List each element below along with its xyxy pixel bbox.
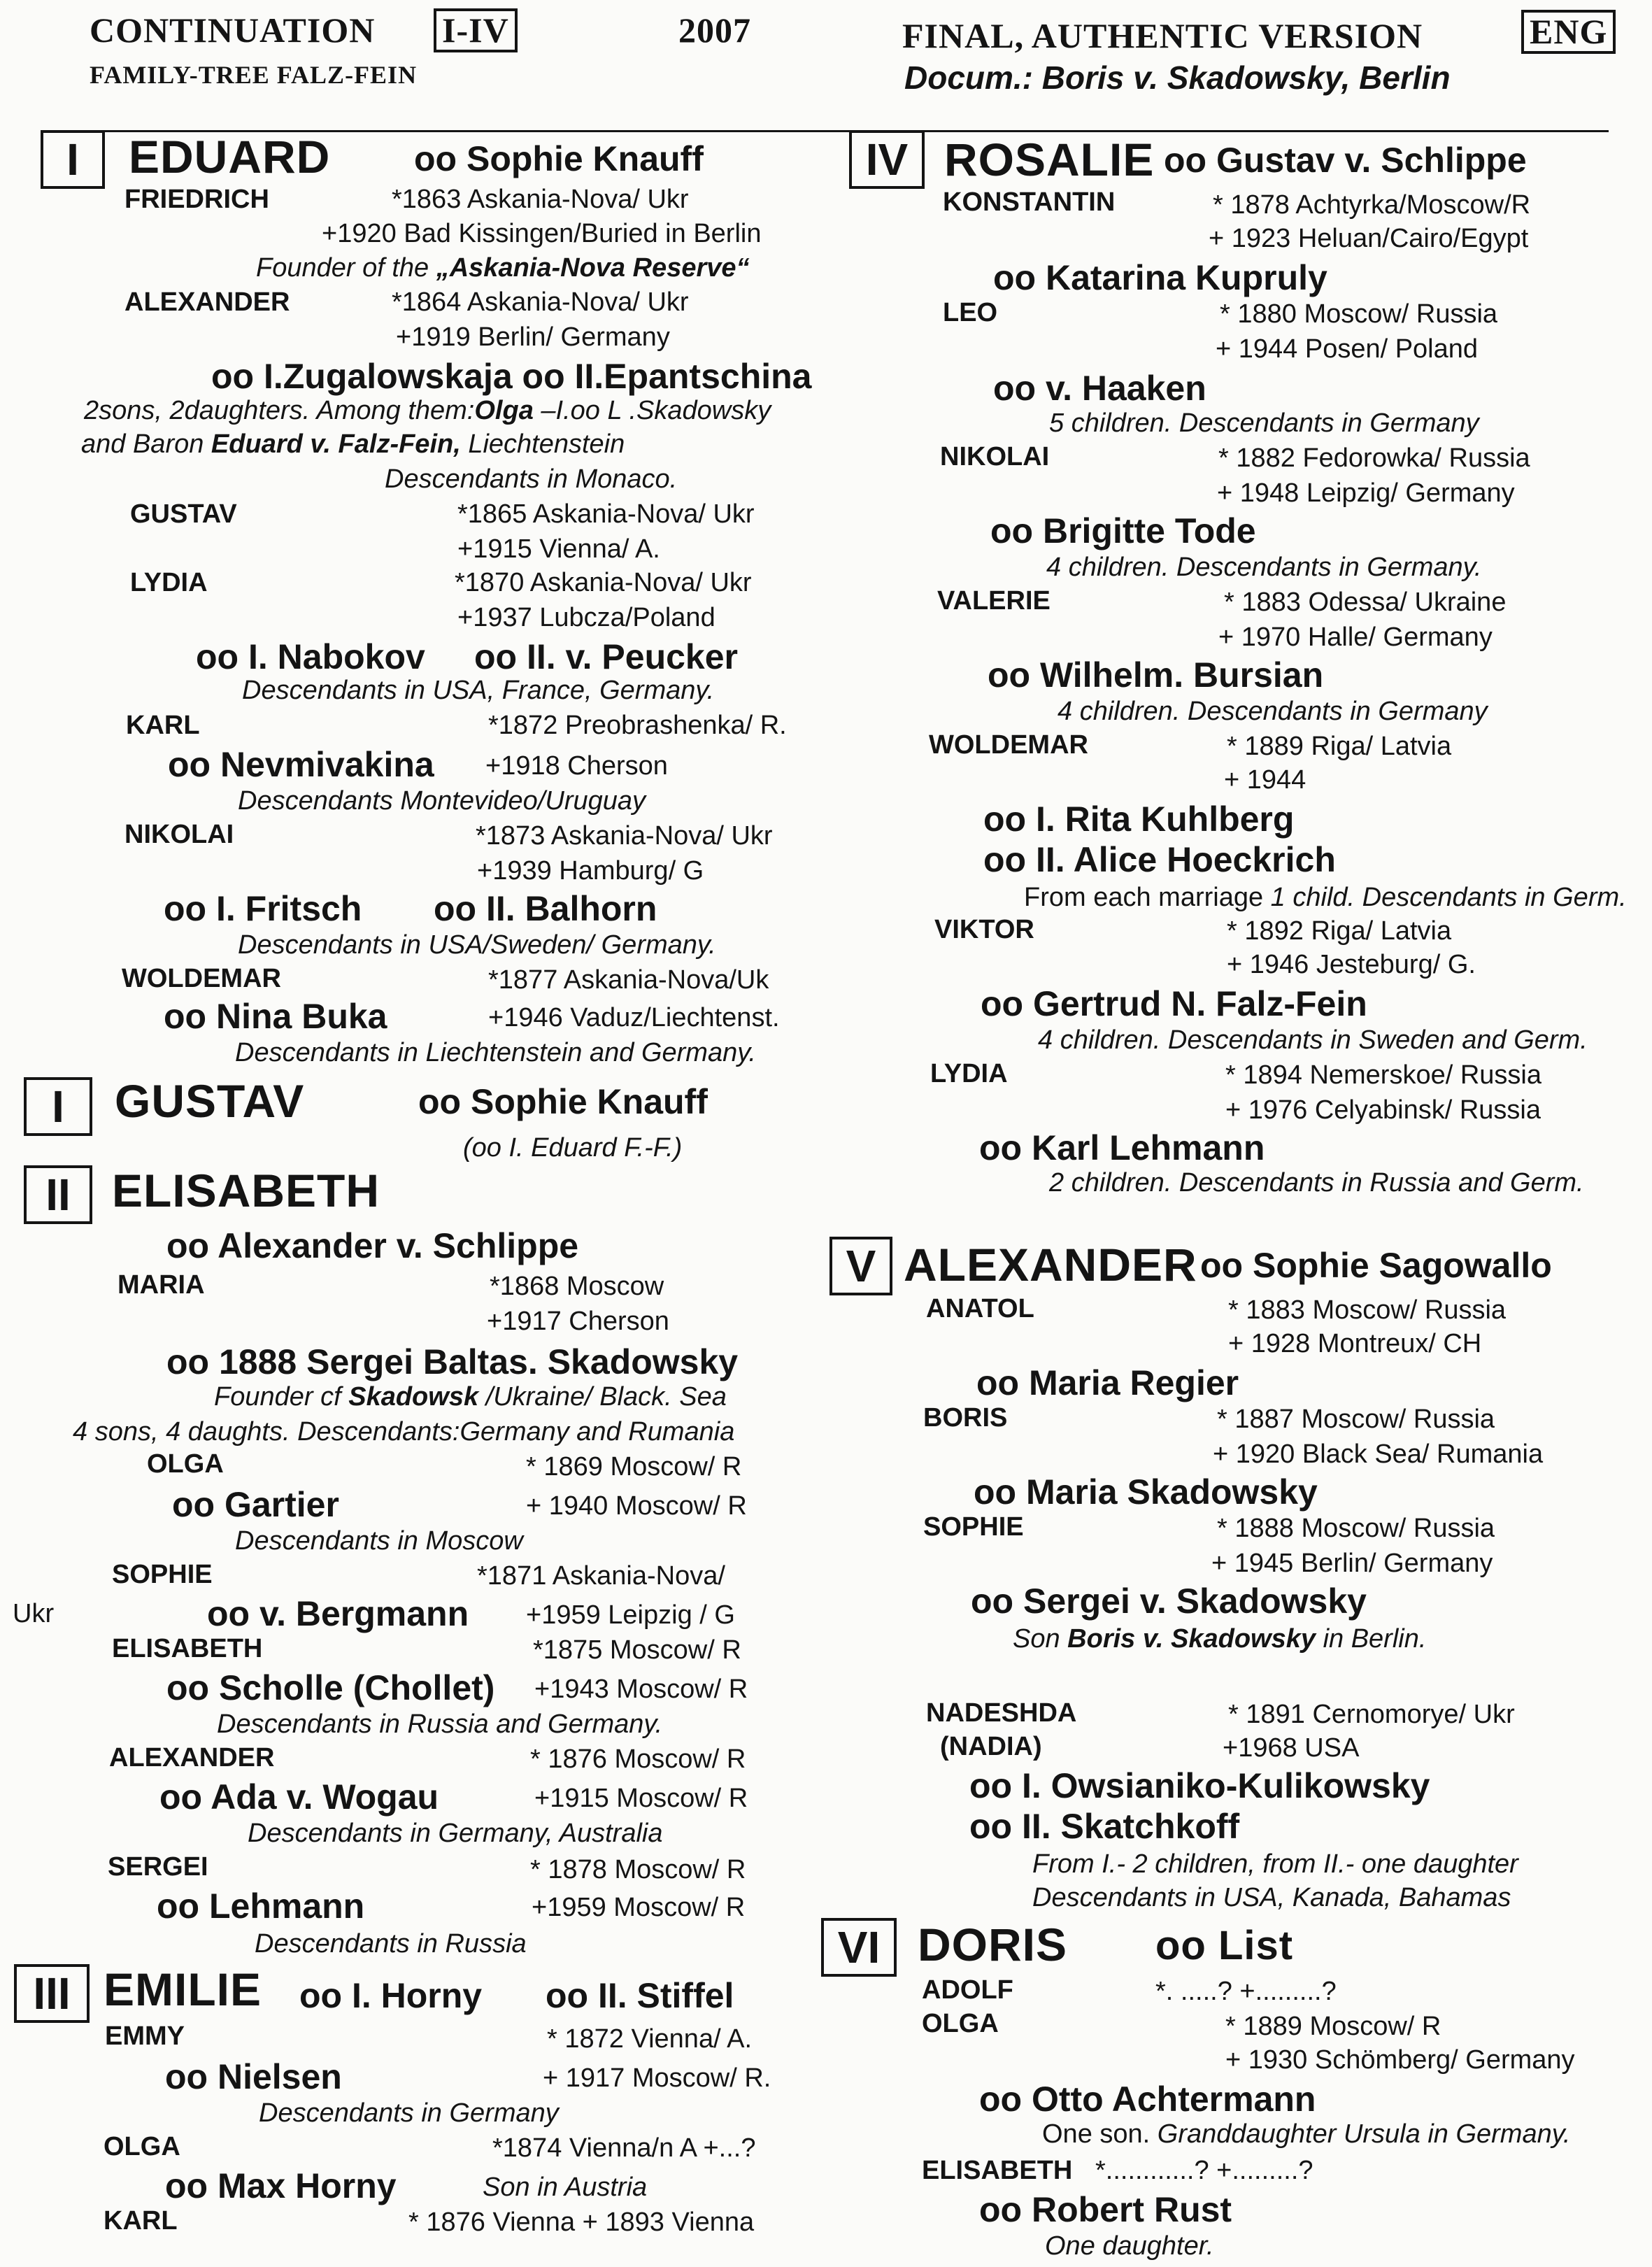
- lydia-birth: *1870 Askania-Nova/ Ukr: [455, 568, 752, 597]
- nikolai-r-spouse: oo Brigitte Tode: [990, 511, 1256, 550]
- lydia-spouse-1: oo I. Nabokov: [196, 637, 425, 676]
- olga-d-birth: * 1889 Moscow/ R: [1225, 2012, 1441, 2041]
- sergei-birth: * 1878 Moscow/ R: [530, 1855, 746, 1884]
- roman-box-rosalie: IV: [849, 130, 925, 189]
- adolf-dates: *. .....? +.........?: [1155, 1977, 1337, 2006]
- woldemar-r-name: WOLDEMAR: [929, 730, 1088, 760]
- anatol-birth: * 1883 Moscow/ Russia: [1228, 1295, 1507, 1325]
- lydia-r-death: + 1976 Celyabinsk/ Russia: [1225, 1095, 1541, 1125]
- karl-birth: *1872 Preobrashenka/ R.: [488, 711, 787, 740]
- olga-d-name: OLGA: [922, 2009, 999, 2038]
- doris-name: DORIS: [918, 1919, 1068, 1970]
- friedrich-death: +1920 Bad Kissingen/Buried in Berlin: [322, 219, 762, 248]
- emilie-spouse-1: oo I. Horny: [299, 1976, 483, 2015]
- header-documented-by: Docum.: Boris v. Skadowsky, Berlin: [904, 59, 1451, 96]
- emilie-name: EMILIE: [104, 1963, 262, 2015]
- leo-note: 5 children. Descendants in Germany: [1049, 408, 1479, 438]
- gustav-child-death: +1915 Vienna/ A.: [457, 534, 660, 564]
- alexander-e-name: ALEXANDER: [109, 1743, 275, 1772]
- nadeshda-note-1: From I.- 2 children, from II.- one daughter: [1032, 1849, 1518, 1879]
- karl-spouse: oo Nevmivakina: [168, 745, 434, 784]
- lydia-r-name: LYDIA: [930, 1059, 1008, 1088]
- lydia-r-note: 2 children. Descendants in Russia and Germ.: [1049, 1168, 1584, 1198]
- woldemar-r-death: + 1944: [1224, 765, 1306, 795]
- olga-h-name: OLGA: [104, 2132, 180, 2161]
- viktor-note: 4 children. Descendants in Sweden and Germ.: [1038, 1025, 1588, 1055]
- elisabeth-e-birth: *1875 Moscow/ R: [533, 1635, 741, 1665]
- eduard-spouse: oo Sophie Knauff: [414, 139, 704, 178]
- alexander-r-name: ALEXANDER: [904, 1239, 1197, 1291]
- header-range-box: I-IV: [434, 8, 518, 52]
- header-language-box: ENG: [1521, 10, 1616, 54]
- lydia-name: LYDIA: [130, 568, 208, 597]
- nikolai-r-name: NIKOLAI: [940, 442, 1050, 471]
- alexander-death: +1919 Berlin/ Germany: [396, 322, 670, 352]
- woldemar-note: Descendants in Liechtenstein and Germany.: [235, 1038, 756, 1067]
- roman-box-gustav: I: [24, 1077, 92, 1136]
- alexander-e-note: Descendants in Germany, Australia: [248, 1819, 663, 1848]
- viktor-name: VIKTOR: [934, 915, 1034, 944]
- gustav-child-birth: *1865 Askania-Nova/ Ukr: [457, 499, 755, 529]
- karl-note: Descendants Montevideo/Uruguay: [238, 786, 646, 816]
- friedrich-name: FRIEDRICH: [124, 185, 269, 214]
- maria-note-1: Founder cf Skadowsk /Ukraine/ Black. Sea: [214, 1382, 727, 1412]
- gustav-note: (oo I. Eduard F.-F.): [463, 1133, 683, 1163]
- nikolai-death: +1939 Hamburg/ G: [477, 856, 704, 886]
- woldemar-death: +1946 Vaduz/Liechtenst.: [488, 1003, 780, 1032]
- emmy-note: Descendants in Germany: [259, 2098, 559, 2128]
- lydia-r-spouse: oo Karl Lehmann: [979, 1128, 1265, 1167]
- anatol-death: + 1928 Montreux/ CH: [1228, 1329, 1482, 1358]
- elisabeth-spouse: oo Alexander v. Schlippe: [166, 1226, 579, 1265]
- olga-d-note: One son. Granddaughter Ursula in Germany.: [1042, 2119, 1571, 2149]
- sophie-r-name: SOPHIE: [923, 1512, 1024, 1542]
- karl-h-dates: * 1876 Vienna + 1893 Vienna: [408, 2208, 755, 2237]
- leo-death: + 1944 Posen/ Poland: [1216, 334, 1479, 364]
- roman-box-elisabeth: II: [24, 1165, 92, 1224]
- nikolai-spouse-2: oo II. Balhorn: [434, 889, 657, 928]
- nadeshda-note-2: Descendants in USA, Kanada, Bahamas: [1032, 1883, 1511, 1912]
- alexander-name: ALEXANDER: [124, 287, 290, 317]
- woldemar-name: WOLDEMAR: [122, 964, 281, 993]
- nikolai-name: NIKOLAI: [124, 820, 234, 849]
- alexander-birth: *1864 Askania-Nova/ Ukr: [392, 287, 689, 317]
- nadeshda-death: +1968 USA: [1223, 1733, 1360, 1763]
- emmy-name: EMMY: [105, 2021, 185, 2051]
- maria-birth: *1868 Moscow: [490, 1272, 664, 1301]
- olga-e-note: Descendants in Moscow: [235, 1526, 523, 1556]
- doris-spouse: oo List: [1155, 1923, 1294, 1968]
- boris-name: BORIS: [923, 1403, 1008, 1433]
- gustav-spouse: oo Sophie Knauff: [418, 1082, 708, 1121]
- woldemar-r-spouse-2: oo II. Alice Hoeckrich: [983, 840, 1336, 879]
- olga-h-birth: *1874 Vienna/n A +...?: [492, 2133, 756, 2163]
- leo-spouse: oo v. Haaken: [993, 369, 1206, 408]
- nikolai-birth: *1873 Askania-Nova/ Ukr: [476, 821, 773, 851]
- lydia-death: +1937 Lubcza/Poland: [457, 603, 715, 632]
- viktor-death: + 1946 Jesteburg/ G.: [1227, 950, 1476, 979]
- friedrich-birth: *1863 Askania-Nova/ Ukr: [392, 185, 689, 214]
- header-final-version: FINAL, AUTHENTIC VERSION: [902, 16, 1423, 55]
- roman-box-alexander: V: [829, 1237, 892, 1295]
- alexander-e-spouse: oo Ada v. Wogau: [159, 1777, 439, 1817]
- maria-death: +1917 Cherson: [487, 1307, 669, 1336]
- elisabeth-e-name: ELISABETH: [112, 1634, 263, 1663]
- elisabeth-e-spouse: oo Scholle (Chollet): [166, 1668, 495, 1707]
- elisabeth-e-note: Descendants in Russia and Germany.: [217, 1710, 663, 1739]
- header-year: 2007: [678, 10, 751, 50]
- nadeshda-spouse-2: oo II. Skatchkoff: [969, 1807, 1240, 1846]
- karl-name: KARL: [126, 711, 200, 740]
- emmy-spouse: oo Nielsen: [165, 2057, 342, 2096]
- alexander-note-2: and Baron Eduard v. Falz-Fein, Liechtenstein: [81, 429, 625, 459]
- valerie-death: + 1970 Halle/ Germany: [1218, 623, 1493, 652]
- anatol-spouse: oo Maria Regier: [976, 1363, 1239, 1402]
- nikolai-note: Descendants in USA/Sweden/ Germany.: [238, 930, 716, 960]
- konstantin-name: KONSTANTIN: [943, 187, 1116, 217]
- sophie-e-birth-margin: Ukr: [13, 1599, 55, 1628]
- sophie-e-birth: *1871 Askania-Nova/: [477, 1561, 725, 1591]
- valerie-note: 4 children. Descendants in Germany: [1058, 697, 1488, 726]
- gustav-name: GUSTAV: [115, 1075, 305, 1127]
- nadeshda-alias: (NADIA): [940, 1732, 1042, 1761]
- boris-birth: * 1887 Moscow/ Russia: [1217, 1405, 1495, 1434]
- elisabeth-d-spouse: oo Robert Rust: [979, 2190, 1232, 2229]
- adolf-name: ADOLF: [922, 1975, 1013, 2005]
- leo-name: LEO: [943, 298, 998, 327]
- maria-spouse: oo 1888 Sergei Baltas. Skadowsky: [166, 1342, 739, 1381]
- olga-h-note: Son in Austria: [483, 2173, 648, 2202]
- karl-h-name: KARL: [104, 2206, 178, 2236]
- nikolai-spouse-1: oo I. Fritsch: [164, 889, 362, 928]
- sophie-e-name: SOPHIE: [112, 1560, 213, 1589]
- elisabeth-d-dates: *............? +.........?: [1095, 2156, 1313, 2185]
- woldemar-r-birth: * 1889 Riga/ Latvia: [1227, 732, 1452, 761]
- olga-d-death: + 1930 Schömberg/ Germany: [1225, 2045, 1575, 2075]
- sophie-r-spouse: oo Sergei v. Skadowsky: [971, 1582, 1367, 1621]
- konstantin-death: + 1923 Heluan/Cairo/Egypt: [1209, 224, 1529, 253]
- alexander-e-birth: * 1876 Moscow/ R: [530, 1744, 746, 1774]
- sophie-e-spouse: oo v. Bergmann: [207, 1594, 469, 1633]
- leo-birth: * 1880 Moscow/ Russia: [1220, 299, 1498, 329]
- nikolai-r-death: + 1948 Leipzig/ Germany: [1217, 478, 1515, 508]
- anatol-name: ANATOL: [926, 1294, 1034, 1323]
- boris-death: + 1920 Black Sea/ Rumania: [1213, 1440, 1544, 1469]
- emmy-birth: * 1872 Vienna/ A.: [547, 2024, 752, 2054]
- rosalie-name: ROSALIE: [944, 134, 1155, 185]
- elisabeth-e-death: +1943 Moscow/ R: [534, 1675, 748, 1704]
- alexander-r-spouse: oo Sophie Sagowallo: [1200, 1246, 1552, 1285]
- konstantin-birth: * 1878 Achtyrka/Moscow/R: [1213, 190, 1531, 220]
- olga-h-spouse: oo Max Horny: [165, 2166, 397, 2205]
- lydia-spouse-2: oo II. v. Peucker: [474, 637, 739, 676]
- nadeshda-spouse-1: oo I. Owsianiko-Kulikowsky: [969, 1766, 1430, 1805]
- alexander-spouses: oo I.Zugalowskaja oo II.Epantschina: [211, 357, 812, 396]
- olga-e-spouse: oo Gartier: [172, 1485, 339, 1524]
- header-continuation: CONTINUATION: [90, 10, 376, 50]
- alexander-note-3: Descendants in Monaco.: [385, 464, 678, 494]
- emmy-death: + 1917 Moscow/ R.: [543, 2063, 771, 2093]
- viktor-spouse: oo Gertrud N. Falz-Fein: [981, 984, 1367, 1023]
- roman-box-eduard: I: [41, 130, 105, 189]
- woldemar-r-note: From each marriage 1 child. Descendants in Germ.: [1024, 883, 1627, 912]
- valerie-birth: * 1883 Odessa/ Ukraine: [1224, 588, 1507, 617]
- woldemar-r-spouse-1: oo I. Rita Kuhlberg: [983, 800, 1295, 839]
- lydia-note: Descendants in USA, France, Germany.: [242, 676, 715, 705]
- sergei-note: Descendants in Russia: [255, 1929, 527, 1959]
- sergei-death: +1959 Moscow/ R: [532, 1893, 746, 1922]
- sergei-spouse: oo Lehmann: [157, 1886, 365, 1926]
- olga-e-name: OLGA: [147, 1449, 224, 1479]
- elisabeth-d-note: One daughter.: [1045, 2231, 1214, 2261]
- karl-death: +1918 Cherson: [485, 751, 668, 781]
- olga-e-birth: * 1869 Moscow/ R: [526, 1452, 742, 1481]
- emilie-spouse-2: oo II. Stiffel: [546, 1976, 734, 2015]
- rosalie-spouse: oo Gustav v. Schlippe: [1164, 141, 1527, 180]
- roman-box-doris: VI: [821, 1918, 897, 1977]
- boris-spouse: oo Maria Skadowsky: [974, 1472, 1318, 1512]
- maria-name: MARIA: [118, 1270, 205, 1300]
- maria-note-2: 4 sons, 4 daughts. Descendants:Germany and Rumania: [73, 1417, 735, 1447]
- valerie-spouse: oo Wilhelm. Bursian: [988, 655, 1324, 695]
- sophie-r-note: Son Boris v. Skadowsky in Berlin.: [1013, 1624, 1427, 1654]
- nikolai-r-note: 4 children. Descendants in Germany.: [1046, 553, 1482, 582]
- sophie-e-death: +1959 Leipzig / G: [526, 1600, 735, 1630]
- alexander-e-death: +1915 Moscow/ R: [534, 1784, 748, 1813]
- roman-box-emilie: III: [14, 1964, 90, 2023]
- nadeshda-name: NADESHDA: [926, 1698, 1077, 1728]
- elisabeth-name: ELISABETH: [112, 1165, 380, 1216]
- friedrich-note: Founder of the „Askania-Nova Reserve“: [256, 253, 750, 283]
- viktor-birth: * 1892 Riga/ Latvia: [1227, 916, 1452, 946]
- gustav-child-name: GUSTAV: [130, 499, 237, 529]
- woldemar-birth: *1877 Askania-Nova/Uk: [488, 965, 769, 995]
- olga-e-death: + 1940 Moscow/ R: [526, 1491, 747, 1521]
- lydia-r-birth: * 1894 Nemerskoe/ Russia: [1225, 1060, 1541, 1090]
- header-family-tree: FAMILY-TREE FALZ-FEIN: [90, 61, 418, 89]
- alexander-note-1: 2sons, 2daughters. Among them:Olga –I.oo L .Skadowsky: [84, 396, 771, 425]
- woldemar-spouse: oo Nina Buka: [164, 997, 387, 1036]
- nadeshda-birth: * 1891 Cernomorye/ Ukr: [1228, 1700, 1515, 1729]
- sergei-name: SERGEI: [108, 1852, 208, 1882]
- konstantin-spouse: oo Katarina Kupruly: [993, 258, 1327, 297]
- olga-d-spouse: oo Otto Achtermann: [979, 2080, 1316, 2119]
- valerie-name: VALERIE: [937, 586, 1051, 616]
- sophie-r-birth: * 1888 Moscow/ Russia: [1217, 1514, 1495, 1543]
- sophie-r-death: + 1945 Berlin/ Germany: [1211, 1549, 1493, 1578]
- elisabeth-d-name: ELISABETH: [922, 2156, 1073, 2185]
- eduard-name: EDUARD: [129, 131, 331, 183]
- nikolai-r-birth: * 1882 Fedorowka/ Russia: [1218, 443, 1530, 473]
